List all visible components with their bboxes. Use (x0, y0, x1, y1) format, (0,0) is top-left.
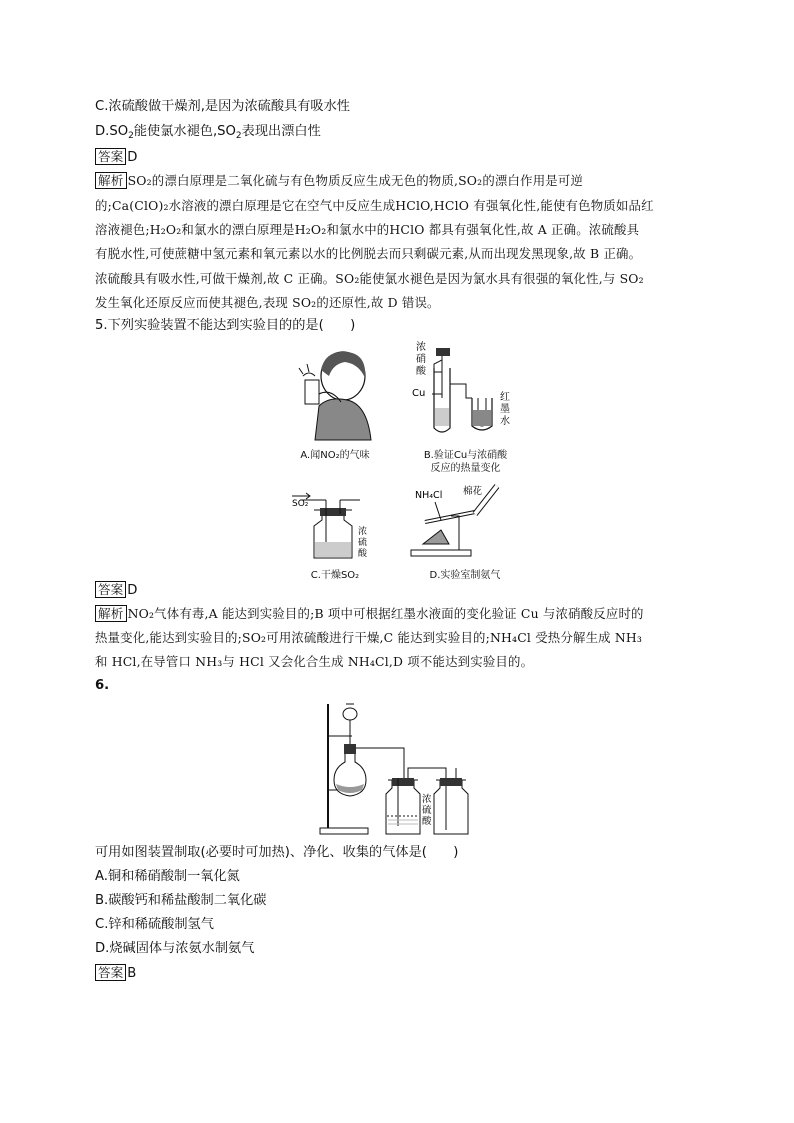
figure-b-acid-label-3: 酸 (416, 366, 426, 377)
figure-b-cu-label: Cu (412, 388, 426, 399)
figure-c-caption: C.干燥SO₂ (310, 570, 360, 581)
q6-acid-label-2: 硫 (422, 805, 432, 816)
answer-label: 答案 (95, 964, 126, 981)
q6-option-a: A.铜和稀硝酸制一氧化氮 (95, 869, 240, 884)
q5-analysis-line-3: 和 HCl,在导管口 NH₃与 HCl 又会化合生成 NH₄Cl,D 项不能达到实验目的。 (95, 654, 534, 669)
q6-option-d: D.烧碱固体与浓氨水制氨气 (95, 941, 255, 956)
figure-b-ink-label-1: 红 (500, 392, 510, 403)
q5-stem: 5.下列实验装置不能达到实验目的的是( ) (95, 318, 356, 333)
figure-c-acid-label-3: 酸 (358, 549, 368, 559)
figure-a-caption: A.闻NO₂的气味 (300, 450, 370, 461)
figure-b-acid-label-1: 浓 (416, 342, 426, 353)
figure-a-smelling (285, 348, 385, 443)
figure-b-apparatus (408, 338, 523, 443)
q6-acid-label-1: 浓 (422, 794, 432, 805)
figure-b-ink-label-2: 墨 (500, 404, 510, 415)
figure-d-salt-label: NH₄Cl (415, 490, 443, 501)
q4-analysis-line-6: 发生氧化还原反应而使其褪色,表现 SO₂的还原性,故 D 错误。 (95, 295, 440, 310)
figure-b-caption-2: 反应的热量变化 (430, 463, 501, 474)
analysis-label: 解析 (95, 172, 127, 189)
analysis-label: 解析 (95, 605, 127, 622)
q4-analysis-line-5: 浓硫酸具有吸水性,可做干燥剂,故 C 正确。SO₂能使氯水褪色是因为氯水具有很强的氧化性,与 SO₂ (95, 271, 644, 286)
figure-c-acid-label-2: 硫 (358, 538, 368, 548)
answer-value: D (127, 150, 138, 165)
q5-answer (95, 581, 137, 600)
q4-analysis-line-4: 有脱水性,可使蔗糖中氢元素和氧元素以水的比例脱去而只剩碳元素,从而出现发黑现象,故 B 正确。 (95, 246, 642, 261)
figure-b-acid-label-2: 硝 (416, 354, 426, 365)
q4-option-c: C.浓硫酸做干燥剂,是因为浓硫酸具有吸水性 (95, 99, 350, 114)
figure-b-ink-label-3: 水 (500, 416, 510, 427)
q6-acid-label-3: 酸 (422, 816, 432, 827)
q6-answer (95, 964, 136, 983)
q4-analysis-line-1: 解析 SO₂的漂白原理是二氧化硫与有色物质反应生成无色的物质,SO₂的漂白作用是可逆 (95, 172, 583, 190)
answer-label: 答案 (95, 148, 126, 165)
q5-analysis-line-1: 解析 NO₂气体有毒,A 能达到实验目的;B 项中可根据红墨水液面的变化验证 Cu 与浓硝酸反应时的 (95, 605, 644, 623)
answer-label: 答案 (95, 581, 126, 598)
q6-option-b: B.碳酸钙和稀盐酸制二氧化碳 (95, 893, 267, 908)
q6-number: 6. (95, 678, 110, 693)
figure-c-gas-label: SO₂ (292, 499, 309, 509)
q5-analysis-line-2: 热量变化,能达到实验目的;SO₂可用浓硫酸进行干燥,C 能达到实验目的;NH₄Cl 受热分解生成 NH₃ (95, 630, 643, 645)
q6-stem: 可用如图装置制取(必要时可加热)、净化、收集的气体是( ) (95, 845, 459, 860)
figure-d-cotton-label: 棉花 (463, 486, 483, 497)
q4-analysis-line-2: 的;Ca(ClO)₂水溶液的漂白原理是它在空气中反应生成HClO,HClO 有强氧化性,能使有色物质如品红 (95, 198, 654, 213)
q6-option-c: C.锌和稀硫酸制氢气 (95, 917, 214, 932)
figure-c-apparatus (290, 490, 380, 562)
q4-analysis-line-3: 溶液褪色;H₂O₂和氯水的漂白原理是H₂O₂和氯水中的HClO 都具有强氧化性,故 A 正确。浓硫酸具 (95, 222, 640, 237)
q6-apparatus-figure (318, 698, 474, 838)
figure-c-acid-label-1: 浓 (358, 527, 368, 537)
q4-answer (95, 148, 137, 167)
answer-value: D (127, 583, 138, 598)
answer-value: B (127, 966, 137, 981)
figure-d-caption: D.实验室制氨气 (429, 570, 501, 581)
figure-d-apparatus (405, 480, 525, 562)
figure-b-caption-1: B.验证Cu与浓硝酸 (423, 450, 508, 461)
q4-option-d: $D.SO_2$能使氯水褪色$,SO_2$表现出漂白性 (95, 124, 321, 141)
